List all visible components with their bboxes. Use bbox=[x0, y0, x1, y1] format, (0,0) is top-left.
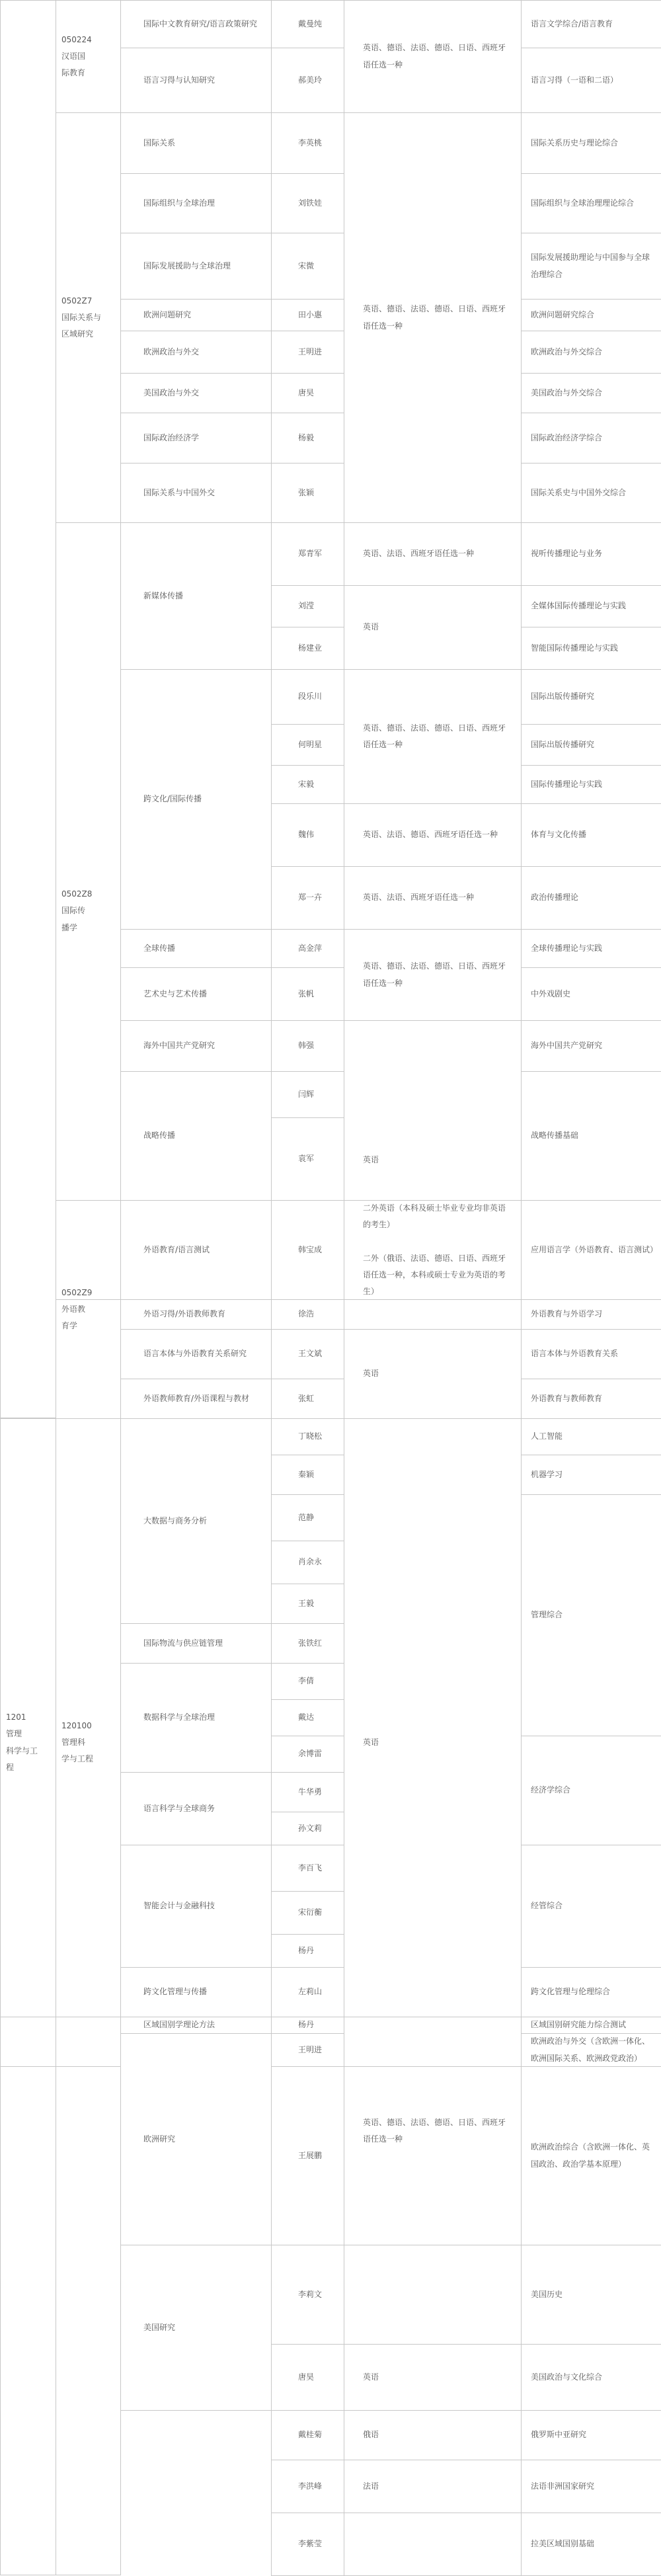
supervisor-text: 韩强 bbox=[298, 1041, 315, 1051]
supervisor-cell bbox=[271, 1663, 344, 1700]
supervisor-cell bbox=[271, 1379, 344, 1419]
supervisor-cell bbox=[271, 1812, 344, 1845]
exam-text: 美国历史 bbox=[531, 2289, 563, 2299]
exam-text: 欧洲问题研究综合 bbox=[531, 309, 595, 319]
language-cell bbox=[344, 522, 522, 586]
major-code-cell bbox=[56, 1418, 121, 2067]
supervisor-cell bbox=[271, 1967, 344, 2017]
major-code-text: 0502Z8 国际传 播学 bbox=[61, 889, 93, 932]
direction-text: 国际发展援助与全球治理 bbox=[143, 261, 231, 270]
direction-cell bbox=[120, 463, 272, 523]
language-cell bbox=[344, 1200, 522, 1300]
supervisor-cell bbox=[271, 1200, 344, 1300]
exam-cell bbox=[521, 48, 661, 113]
language-cell bbox=[344, 2410, 522, 2460]
direction-text: 外语教师教育/外语课程与教材 bbox=[143, 1393, 250, 1403]
language-text: 英语 bbox=[363, 1369, 379, 1379]
exam-cell bbox=[521, 1379, 661, 1419]
supervisor-cell bbox=[271, 1541, 344, 1584]
direction-cell bbox=[120, 1623, 272, 1664]
supervisor-text: 魏伟 bbox=[298, 830, 315, 840]
exam-text: 法语非洲国家研究 bbox=[531, 2481, 595, 2491]
supervisor-text: 王毅 bbox=[298, 1598, 315, 1608]
major-code-cell bbox=[56, 522, 121, 1300]
exam-text: 应用语言学（外语教育、语言测试） bbox=[531, 1244, 658, 1254]
exam-cell bbox=[521, 373, 661, 413]
supervisor-cell bbox=[271, 866, 344, 930]
supervisor-text: 李英桃 bbox=[298, 138, 323, 147]
exam-text: 拉美区域国别基础 bbox=[531, 2539, 595, 2549]
language-text: 英语、法语、西班牙语任选一种 bbox=[363, 893, 475, 903]
language-cell bbox=[344, 1329, 522, 1419]
supervisor-cell bbox=[271, 1455, 344, 1495]
language-cell bbox=[344, 2513, 522, 2576]
supervisor-text: 张帆 bbox=[298, 988, 315, 998]
major-code-text: 050224 汉语国 际教育 bbox=[61, 34, 92, 78]
supervisor-text: 杨丹 bbox=[298, 2020, 315, 2030]
supervisor-cell bbox=[271, 669, 344, 725]
direction-text: 新媒体传播 bbox=[143, 590, 184, 600]
supervisor-text: 丁晓松 bbox=[298, 1431, 323, 1441]
supervisor-cell bbox=[271, 1584, 344, 1624]
supervisor-text: 余博雷 bbox=[298, 1749, 323, 1759]
direction-cell bbox=[120, 1071, 272, 1201]
exam-cell bbox=[521, 2344, 661, 2411]
exam-text: 智能国际传播理论与实践 bbox=[531, 643, 619, 653]
language-cell bbox=[344, 0, 522, 113]
direction-cell bbox=[120, 2245, 272, 2411]
language-text: 英语 bbox=[363, 1737, 379, 1747]
exam-text: 全球传播理论与实践 bbox=[531, 943, 603, 953]
language-cell bbox=[344, 669, 522, 804]
supervisor-cell bbox=[271, 373, 344, 413]
supervisor-cell bbox=[271, 2033, 344, 2067]
major-code-text: 0502Z7 国际关系与 区域研究 bbox=[61, 296, 102, 339]
supervisor-text: 戴曼纯 bbox=[298, 19, 323, 28]
exam-text: 国际出版传播研究 bbox=[531, 692, 595, 702]
supervisor-cell bbox=[271, 1494, 344, 1541]
exam-text: 人工智能 bbox=[531, 1431, 563, 1441]
exam-text: 国际关系历史与理论综合 bbox=[531, 138, 619, 147]
direction-text: 国际关系与中国外交 bbox=[143, 487, 215, 497]
direction-text: 外语教育/语言测试 bbox=[143, 1244, 210, 1254]
supervisor-cell bbox=[271, 2460, 344, 2513]
direction-cell bbox=[120, 1418, 272, 1624]
exam-text: 国际关系史与中国外交综合 bbox=[531, 487, 627, 497]
supervisor-text: 孙文莉 bbox=[298, 1823, 323, 1833]
exam-cell bbox=[521, 2066, 661, 2245]
direction-text: 国际关系 bbox=[143, 138, 176, 147]
direction-cell bbox=[120, 48, 272, 113]
language-text: 英语、德语、法语、德语、日语、西班牙语任选一种 bbox=[363, 2117, 506, 2144]
direction-cell bbox=[120, 1967, 272, 2017]
supervisor-cell bbox=[271, 173, 344, 233]
supervisor-text: 李紫莹 bbox=[298, 2539, 323, 2549]
direction-cell bbox=[120, 0, 272, 48]
exam-text: 国际政治经济学综合 bbox=[531, 432, 603, 442]
language-text: 英语、德语、法语、德语、日语、西班牙语任选一种 bbox=[363, 961, 506, 988]
language-cell bbox=[344, 2245, 522, 2345]
direction-cell bbox=[120, 1772, 272, 1845]
exam-cell bbox=[521, 2460, 661, 2513]
supervisor-text: 杨丹 bbox=[298, 1945, 315, 1955]
major-code-text: 120100 管理科 学与工程 bbox=[61, 1720, 94, 1764]
direction-cell bbox=[120, 1329, 272, 1379]
supervisor-cell bbox=[271, 48, 344, 113]
supervisor-cell bbox=[271, 2344, 344, 2411]
major-code-cell bbox=[56, 112, 121, 523]
exam-cell bbox=[521, 1329, 661, 1379]
supervisor-text: 王文斌 bbox=[298, 1349, 323, 1359]
language-cell bbox=[344, 112, 522, 523]
exam-cell bbox=[521, 299, 661, 331]
language-cell bbox=[344, 803, 522, 867]
exam-cell bbox=[521, 522, 661, 586]
supervisor-text: 牛华勇 bbox=[298, 1787, 323, 1796]
exam-text: 视听传播理论与业务 bbox=[531, 549, 603, 559]
direction-text: 跨文化/国际传播 bbox=[143, 794, 202, 804]
language-text: 英语、法语、德语、西班牙语任选一种 bbox=[363, 830, 498, 840]
language-cell bbox=[344, 866, 522, 930]
language-text: 二外英语（本科及硕士毕业专业均非英语的考生） 二外（俄语、法语、德语、日语、西班牙语任选一种，本科或硕士专业为英语的考生） bbox=[363, 1203, 506, 1296]
direction-text: 国际政治经济学 bbox=[143, 432, 200, 442]
direction-cell bbox=[120, 2017, 272, 2034]
exam-cell bbox=[521, 233, 661, 300]
supervisor-cell bbox=[271, 1071, 344, 1118]
exam-cell bbox=[521, 1736, 661, 1845]
supervisor-cell bbox=[271, 2245, 344, 2345]
exam-cell bbox=[521, 413, 661, 463]
supervisor-cell bbox=[271, 2017, 344, 2034]
supervisor-text: 李莉文 bbox=[298, 2289, 323, 2299]
supervisor-cell bbox=[271, 627, 344, 670]
exam-text: 语言文学综合/语言教育 bbox=[531, 19, 613, 28]
category-text: 1201 管理 科学与工 程 bbox=[6, 1712, 38, 1772]
exam-text: 外语教育与外语学习 bbox=[531, 1309, 603, 1319]
supervisor-cell bbox=[271, 1699, 344, 1736]
supervisor-cell bbox=[271, 331, 344, 374]
direction-text: 美国政治与外交 bbox=[143, 387, 200, 397]
direction-text: 欧洲政治与外交 bbox=[143, 346, 200, 356]
exam-cell bbox=[521, 1494, 661, 1736]
direction-text: 全球传播 bbox=[143, 943, 176, 953]
direction-cell bbox=[120, 1200, 272, 1300]
exam-text: 俄罗斯中亚研究 bbox=[531, 2430, 587, 2440]
exam-cell bbox=[521, 724, 661, 766]
direction-text: 区域国别学理论方法 bbox=[143, 2020, 215, 2030]
exam-cell bbox=[521, 1418, 661, 1455]
supervisor-text: 唐昊 bbox=[298, 2372, 315, 2382]
supervisor-cell bbox=[271, 522, 344, 586]
supervisor-text: 闫辉 bbox=[298, 1089, 315, 1099]
exam-text: 国际发展援助理论与中国参与全球治理综合 bbox=[531, 253, 650, 279]
supervisor-text: 张铁红 bbox=[298, 1638, 323, 1648]
direction-text: 外语习得/外语教师教育 bbox=[143, 1309, 226, 1319]
supervisor-text: 戴达 bbox=[298, 1712, 315, 1722]
language-text: 英语、德语、法语、德语、日语、西班牙语任选一种 bbox=[363, 723, 506, 749]
direction-text: 国际组织与全球治理 bbox=[143, 198, 215, 208]
language-cell bbox=[344, 2460, 522, 2513]
language-cell bbox=[344, 1418, 522, 2067]
exam-cell bbox=[521, 803, 661, 867]
supervisor-text: 郝美玲 bbox=[298, 75, 323, 85]
exam-text: 国际组织与全球治理理论综合 bbox=[531, 198, 635, 208]
supervisor-text: 段乐川 bbox=[298, 692, 323, 702]
exam-text: 区域国别研究能力综合测试 bbox=[531, 2020, 627, 2030]
language-text: 英语、德语、法语、德语、日语、西班牙语任选一种 bbox=[363, 43, 506, 69]
direction-cell bbox=[120, 413, 272, 463]
supervisor-text: 杨建业 bbox=[298, 643, 323, 653]
supervisor-cell bbox=[271, 1623, 344, 1664]
supervisor-cell bbox=[271, 1020, 344, 1072]
language-text: 法语 bbox=[363, 2481, 379, 2491]
exam-text: 欧洲政治综合（含欧洲一体化、英国政治、政治学基本原理） bbox=[531, 2142, 650, 2169]
direction-cell bbox=[120, 929, 272, 968]
exam-text: 经济学综合 bbox=[531, 1785, 571, 1795]
supervisor-cell bbox=[271, 1845, 344, 1892]
exam-text: 语言习得（一语和二语） bbox=[531, 75, 619, 85]
exam-text: 经管综合 bbox=[531, 1901, 563, 1911]
supervisor-text: 袁军 bbox=[298, 1154, 315, 1164]
direction-text: 国际中文教育研究/语言政策研究 bbox=[143, 19, 258, 28]
exam-text: 战略传播基础 bbox=[531, 1131, 579, 1141]
supervisor-text: 王明进 bbox=[298, 346, 323, 356]
supervisor-text: 徐浩 bbox=[298, 1309, 315, 1319]
supervisor-text: 李倩 bbox=[298, 1676, 315, 1686]
language-text: 英语 bbox=[363, 2372, 379, 2382]
exam-text: 跨文化管理与伦理综合 bbox=[531, 1987, 611, 1997]
supervisor-cell bbox=[271, 413, 344, 463]
exam-text: 中外戏剧史 bbox=[531, 988, 571, 998]
direction-cell bbox=[120, 331, 272, 374]
supervisor-cell bbox=[271, 929, 344, 968]
exam-cell bbox=[521, 1020, 661, 1072]
exam-cell bbox=[521, 2033, 661, 2067]
supervisor-text: 唐昊 bbox=[298, 387, 315, 397]
exam-cell bbox=[521, 765, 661, 804]
exam-cell bbox=[521, 1845, 661, 1968]
supervisor-cell bbox=[271, 967, 344, 1021]
direction-cell bbox=[120, 373, 272, 413]
exam-cell bbox=[521, 463, 661, 523]
direction-cell bbox=[120, 522, 272, 670]
exam-text: 欧洲政治与外交（含欧洲一体化、欧洲国际关系、欧洲政党政治） bbox=[531, 2036, 650, 2063]
direction-cell bbox=[120, 173, 272, 233]
exam-text: 海外中国共产党研究 bbox=[531, 1041, 603, 1051]
exam-cell bbox=[521, 1967, 661, 2017]
direction-text: 美国研究 bbox=[143, 2322, 176, 2332]
exam-text: 政治传播理论 bbox=[531, 893, 579, 903]
exam-cell bbox=[521, 1299, 661, 1330]
exam-text: 全媒体国际传播理论与实践 bbox=[531, 601, 627, 611]
direction-text: 欧洲问题研究 bbox=[143, 309, 192, 319]
direction-text: 大数据与商务分析 bbox=[143, 1515, 208, 1525]
exam-text: 体育与文化传播 bbox=[531, 830, 587, 840]
direction-text: 战略传播 bbox=[143, 1131, 176, 1141]
supervisor-text: 田小惠 bbox=[298, 309, 323, 319]
exam-cell bbox=[521, 929, 661, 968]
exam-cell bbox=[521, 2513, 661, 2576]
exam-cell bbox=[521, 866, 661, 930]
exam-text: 管理综合 bbox=[531, 1610, 563, 1620]
exam-text: 语言本体与外语教育关系 bbox=[531, 1349, 619, 1359]
exam-cell bbox=[521, 0, 661, 48]
left-border bbox=[0, 0, 56, 1418]
direction-text: 数据科学与全球治理 bbox=[143, 1712, 215, 1722]
supervisor-text: 刘铁娃 bbox=[298, 198, 323, 208]
direction-cell bbox=[120, 967, 272, 1021]
supervisor-text: 李洪峰 bbox=[298, 2481, 323, 2491]
supervisor-text: 李百飞 bbox=[298, 1863, 323, 1872]
language-cell bbox=[344, 2017, 522, 2245]
language-text: 英语、法语、西班牙语任选一种 bbox=[363, 549, 475, 559]
major-code-cell bbox=[56, 0, 121, 113]
supervisor-text: 戴桂菊 bbox=[298, 2430, 323, 2440]
supervisor-cell bbox=[271, 1772, 344, 1812]
exam-text: 美国政治与文化综合 bbox=[531, 2372, 603, 2382]
language-text: 英语 bbox=[363, 1154, 379, 1164]
supervisor-cell bbox=[271, 1329, 344, 1379]
exam-text: 欧洲政治与外交综合 bbox=[531, 346, 603, 356]
supervisor-text: 秦颖 bbox=[298, 1469, 315, 1479]
supervisor-cell bbox=[271, 2513, 344, 2576]
supervisor-text: 范静 bbox=[298, 1512, 315, 1522]
direction-cell bbox=[120, 669, 272, 930]
supervisor-text: 王展鹏 bbox=[298, 2150, 323, 2160]
supervisor-text: 宋毅 bbox=[298, 779, 315, 789]
exam-text: 机器学习 bbox=[531, 1469, 563, 1479]
language-text: 英语 bbox=[363, 622, 379, 632]
supervisor-text: 宋微 bbox=[298, 261, 315, 270]
major-code-cell bbox=[56, 1200, 121, 1419]
direction-text: 海外中国共产党研究 bbox=[143, 1041, 215, 1051]
exam-cell bbox=[521, 2410, 661, 2460]
direction-cell bbox=[120, 1663, 272, 1773]
major-code-text: 0502Z9 外语教 育学 bbox=[61, 1287, 93, 1331]
exam-cell bbox=[521, 627, 661, 670]
direction-cell bbox=[120, 299, 272, 331]
language-cell bbox=[344, 585, 522, 670]
supervisor-text: 郑青军 bbox=[298, 549, 323, 559]
supervisor-cell bbox=[271, 1934, 344, 1968]
supervisor-text: 张颖 bbox=[298, 487, 315, 497]
direction-cell bbox=[120, 1845, 272, 1968]
exam-text: 外语教育与教师教育 bbox=[531, 1393, 603, 1403]
supervisor-text: 宋衍蘅 bbox=[298, 1908, 323, 1917]
exam-cell bbox=[521, 2245, 661, 2345]
supervisor-text: 韩宝成 bbox=[298, 1244, 323, 1254]
direction-text: 国际物流与供应链管理 bbox=[143, 1638, 223, 1648]
direction-text: 跨文化管理与传播 bbox=[143, 1987, 208, 1997]
supervisor-text: 刘滢 bbox=[298, 601, 315, 611]
direction-text: 艺术史与艺术传播 bbox=[143, 988, 208, 998]
supervisor-text: 何明星 bbox=[298, 739, 323, 749]
supervisor-cell bbox=[271, 299, 344, 331]
language-cell bbox=[344, 929, 522, 1021]
supervisor-cell bbox=[271, 0, 344, 48]
supervisor-text: 郑一卉 bbox=[298, 893, 323, 903]
exam-cell bbox=[521, 585, 661, 627]
supervisor-text: 张虹 bbox=[298, 1393, 315, 1403]
supervisor-cell bbox=[271, 1418, 344, 1455]
supervisor-cell bbox=[271, 2066, 344, 2245]
supervisor-cell bbox=[271, 803, 344, 867]
exam-text: 国际出版传播研究 bbox=[531, 739, 595, 749]
supervisor-text: 杨毅 bbox=[298, 432, 315, 442]
supervisor-cell bbox=[271, 1736, 344, 1773]
language-text: 英语、德语、法语、德语、日语、西班牙语任选一种 bbox=[363, 304, 506, 331]
supervisor-cell bbox=[271, 463, 344, 523]
supervisor-text: 王明进 bbox=[298, 2044, 323, 2054]
supervisor-cell bbox=[271, 1299, 344, 1330]
left-border bbox=[0, 2017, 121, 2575]
supervisor-cell bbox=[271, 1891, 344, 1935]
direction-text: 语言本体与外语教育关系研究 bbox=[143, 1349, 247, 1359]
supervisor-cell bbox=[271, 724, 344, 766]
supervisor-cell bbox=[271, 1117, 344, 1201]
direction-text: 智能会计与金融科技 bbox=[143, 1901, 215, 1911]
exam-cell bbox=[521, 112, 661, 174]
supervisor-text: 左莉山 bbox=[298, 1987, 323, 1997]
supervisor-text: 肖余永 bbox=[298, 1557, 323, 1567]
category-cell bbox=[0, 1418, 56, 2067]
direction-cell bbox=[120, 2033, 272, 2245]
direction-cell bbox=[120, 1299, 272, 1330]
exam-cell bbox=[521, 1200, 661, 1300]
direction-cell bbox=[120, 233, 272, 300]
exam-cell bbox=[521, 669, 661, 725]
supervisor-cell bbox=[271, 112, 344, 174]
exam-cell bbox=[521, 967, 661, 1021]
direction-text: 语言科学与全球商务 bbox=[143, 1803, 215, 1813]
exam-text: 国际传播理论与实践 bbox=[531, 779, 603, 789]
direction-cell bbox=[120, 112, 272, 174]
exam-cell bbox=[521, 331, 661, 374]
exam-cell bbox=[521, 1071, 661, 1201]
supervisor-cell bbox=[271, 2410, 344, 2460]
exam-text: 美国政治与外交综合 bbox=[531, 387, 603, 397]
exam-cell bbox=[521, 2017, 661, 2034]
direction-text: 欧洲研究 bbox=[143, 2134, 176, 2144]
direction-text: 语言习得与认知研究 bbox=[143, 75, 215, 85]
exam-cell bbox=[521, 1455, 661, 1495]
language-cell bbox=[344, 2344, 522, 2411]
language-text: 俄语 bbox=[363, 2430, 379, 2440]
supervisor-cell bbox=[271, 233, 344, 300]
supervisor-cell bbox=[271, 765, 344, 804]
exam-cell bbox=[521, 173, 661, 233]
direction-cell bbox=[120, 1379, 272, 1419]
direction-cell bbox=[120, 1020, 272, 1072]
supervisor-text: 高金萍 bbox=[298, 943, 323, 953]
supervisor-cell bbox=[271, 585, 344, 627]
